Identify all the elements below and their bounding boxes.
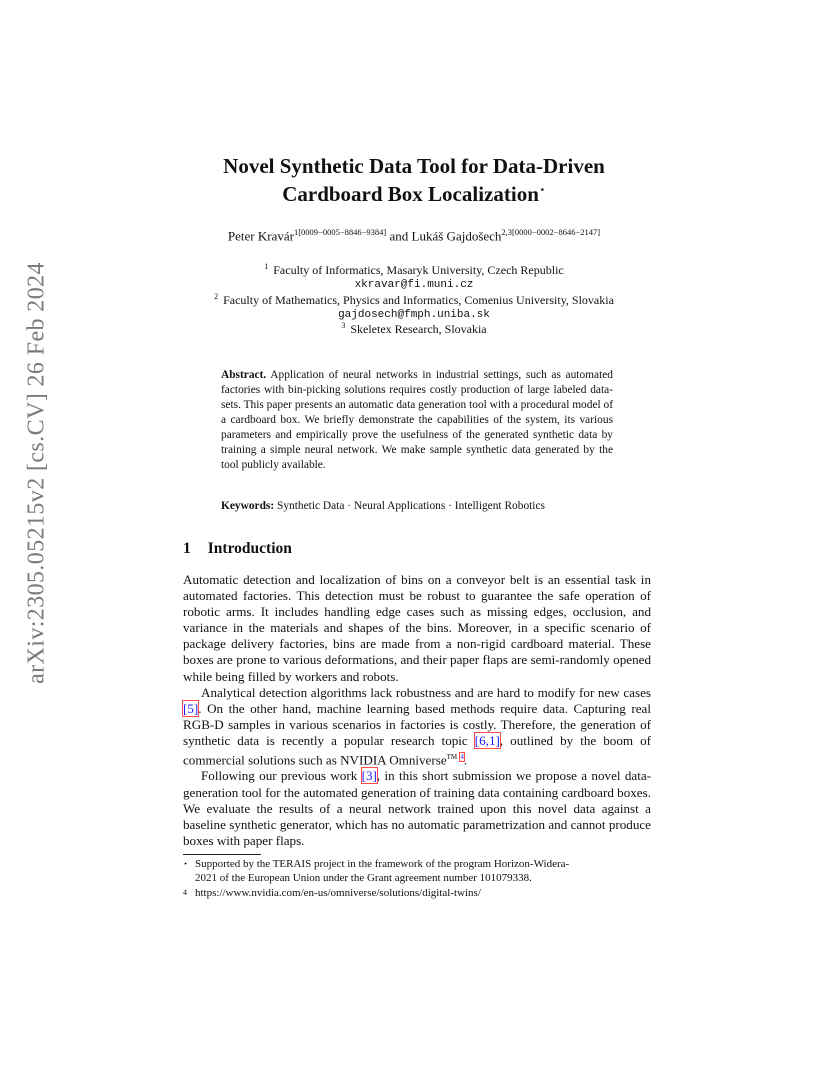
author-connector: and	[389, 228, 409, 244]
abstract	[221, 368, 613, 473]
title-line-2: Cardboard Box Localization	[282, 182, 539, 206]
abstract-label: Abstract.	[221, 369, 267, 381]
footnote-1	[183, 857, 651, 885]
paragraph-text: Analytical detection algorithms lack robustness and are hard to modify for new cases	[201, 684, 651, 700]
section-number: 1	[183, 540, 191, 557]
section-heading	[183, 540, 292, 558]
email-link[interactable]: gajdosech@fmph.uniba.sk	[338, 309, 490, 321]
title-line-1: Novel Synthetic Data Tool for Data-Driven	[223, 154, 605, 178]
affiliation-number: 2	[214, 292, 219, 301]
email-link[interactable]: xkravar@fi.muni.cz	[354, 279, 474, 291]
paragraph-text: . On the other hand, machine learning based methods require data. Capturing real RGB-D samples in various scenarios in factories is costly. Therefore, the generation of synthetic data is recently a popular research topic	[183, 700, 651, 748]
affiliation-text: Faculty of Informatics, Masaryk University, Czech Republic	[273, 263, 564, 277]
keywords	[221, 500, 621, 512]
abstract-text: Application of neural networks in industrial settings, such as automated factories with bin-picking solutions requires costly production of large labeled data-sets. This paper presents an automatic data generation tool with a procedural model of a cardboard box. We briefly demonstrate the capabilities of the system, its various parameters and empirically prove the usefulness of the generated synthetic data by training a simple neural network. We make sample synthetic data generated by the tool publicly available.	[221, 369, 614, 471]
author-list	[110, 227, 718, 244]
arxiv-sidebar	[2, 262, 72, 684]
author-name: Lukáš Gajdošech	[411, 228, 502, 244]
footnote-text: 2021 of the European Union under the Grant agreement number 101079338.	[195, 872, 532, 884]
paragraph-text: .	[463, 752, 468, 768]
title-footnote-mark: ⋆	[538, 184, 546, 196]
footnote-mark: ⋆	[183, 859, 189, 868]
footnote-url-link[interactable]: https://www.nvidia.com/en-us/omniverse/solutions/digital-twins/	[195, 887, 481, 899]
trademark-mark: TM	[446, 753, 458, 762]
author-affiliation-orcid: 1[0009−0005−8846−9384]	[293, 227, 387, 237]
affiliation-text: Skeletex Research, Slovakia	[350, 322, 487, 336]
paragraph	[183, 685, 651, 769]
paragraph-text: , outlined by the boom of commercial solutions such as NVIDIA Omniverse	[183, 732, 651, 768]
author-name: Peter Kravár	[227, 228, 294, 244]
paragraph	[183, 768, 651, 848]
paragraph: Automatic detection and localization of bins on a conveyor belt is an essential task in automated factories. This detection must be robust to guarantee the safe operation of robotic arms. It includes handling edge cases such as missing edges, occlusion, and variance in the materials and shapes of the bins. Moreover, in a specific scenario of package delivery factories, bins are made from a non-rigid cardboard material. These boxes are prone to various deformations, and their paper flaps are semi-randomly opened while being filled by workers and robots.	[183, 572, 651, 684]
footnote-text: Supported by the TERAIS project in the framework of the program Horizon-Widera-	[195, 858, 570, 870]
body-text	[183, 572, 651, 849]
affiliation-1	[110, 259, 718, 293]
keywords-label: Keywords:	[221, 500, 275, 512]
footnote-link[interactable]: 4	[460, 753, 464, 762]
section-title: Introduction	[207, 540, 292, 557]
citation-link[interactable]: [5]	[183, 700, 199, 716]
citation-link[interactable]: [6,1]	[474, 732, 500, 748]
affiliation-number: 1	[264, 262, 269, 271]
affiliation-3	[110, 318, 718, 337]
author-affiliation-orcid: 2,3[0000−0002−8646−2147]	[501, 227, 601, 237]
paragraph-text: , in this short submission we propose a novel data-generation tool for the automated generation of training data containing cardboard boxes. We evaluate the results of a neural network trained upon this novel data against a baseline synthetic generator, which has no automatic parametrization and cannot produce boxes with paper flaps.	[183, 768, 652, 848]
keywords-text: Synthetic Data · Neural Applications · Intelligent Robotics	[277, 500, 545, 512]
citation-link[interactable]: [3]	[361, 768, 377, 784]
paper-title	[150, 154, 678, 206]
footnote-rule	[183, 854, 261, 855]
footnote-mark: 4	[183, 888, 187, 897]
affiliation-text: Faculty of Mathematics, Physics and Informatics, Comenius University, Slovakia	[223, 293, 614, 307]
paragraph-text: Following our previous work	[201, 768, 362, 784]
footnote-2	[183, 886, 651, 900]
affiliation-number: 3	[341, 321, 346, 330]
arxiv-identifier: arXiv:2305.05215v2 [cs.CV] 26 Feb 2024	[23, 262, 50, 684]
